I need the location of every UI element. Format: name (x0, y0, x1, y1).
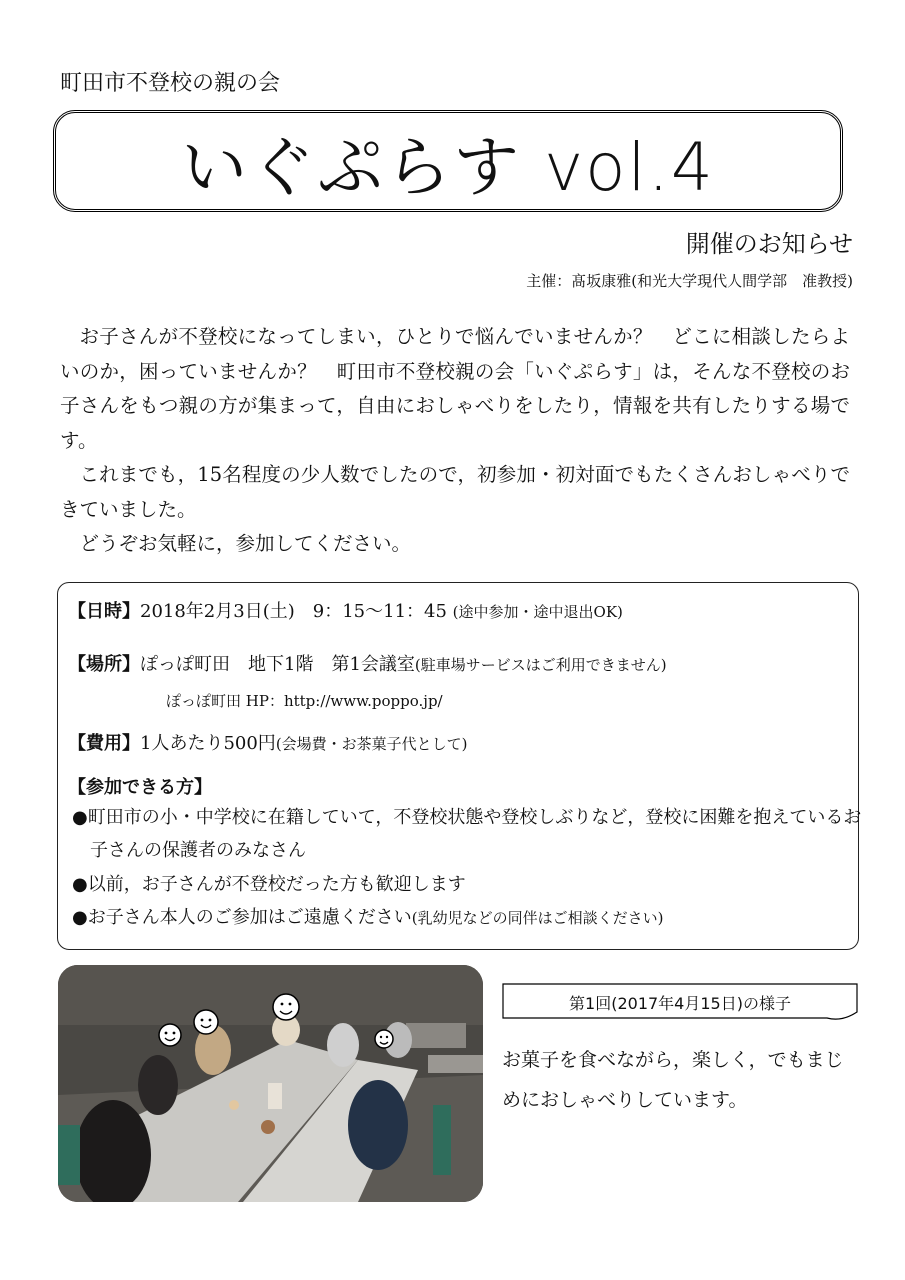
intro-paragraph: これまでも，15名程度の少人数でしたので，初参加・初対面でもたくさんおしゃべりできていました。 (60, 463, 850, 521)
eligible-row (68, 773, 212, 799)
datetime-value: 2018年2月3日(土) 9：15～11：45 (140, 601, 447, 622)
datetime-label: 【日時】 (68, 601, 140, 622)
eligibility-bullet (72, 901, 852, 935)
place-label: 【場所】 (68, 654, 140, 675)
eligibility-bullet: ●以前，お子さんが不登校だった方も歓迎します (72, 874, 466, 895)
place-value: ぽっぽ町田 地下1階 第1会議室 (140, 654, 415, 675)
fee-row (68, 729, 468, 755)
intro-paragraph: お子さんが不登校になってしまい，ひとりで悩んでいませんか？ どこに相談したらよいのか，困っていませんか？ 町田市不登校親の会「いぐぷらす」は，そんな不登校のお子さんをもつ親の方が集まって，自由におしゃべりをしたり，情報を共有したりする場です。 (60, 325, 850, 452)
fee-note: (会場費・お茶菓子代として) (275, 735, 468, 753)
eligibility-bullet: ●町田市の小・中学校に在籍していて，不登校状態や登校しぶりなど，登校に困難を抱えているお子さんの保護者のみなさん (72, 807, 862, 861)
eligible-label: 【参加できる方】 (68, 777, 212, 798)
photo-description: お菓子を食べながら，楽しく，でもまじめにおしゃべりしています。 (502, 1049, 844, 1111)
datetime-note: (途中参加・途中退出OK) (452, 603, 623, 621)
place-homepage: ぽっぽ町田 HP：http://www.poppo.jp/ (166, 692, 443, 710)
intro-paragraph: どうぞお気軽に，参加してください。 (79, 532, 412, 555)
page-title: いぐぷらす vol.4 (181, 128, 715, 206)
host-line: 主催：髙坂康雅(和光大学現代人間学部 准教授) (526, 272, 853, 290)
meeting-photo-illustration (58, 965, 483, 1202)
event-photo (58, 965, 483, 1202)
bullet3-note: (乳幼児などの同伴はご相談ください) (411, 909, 664, 927)
photo-caption (502, 982, 858, 1020)
bullet3-main: ●お子さん本人のご参加はご遠慮ください (72, 907, 412, 928)
place-note: (駐車場サービスはご利用できません) (414, 656, 667, 674)
datetime-row (68, 597, 623, 623)
title-box (53, 110, 843, 212)
organization-name: 町田市不登校の親の会 (60, 71, 281, 96)
subtitle: 開催のお知らせ (685, 230, 853, 258)
fee-value: 1人あたり500円 (140, 733, 276, 754)
caption-text: 第1回(2017年4月15日)の様子 (569, 994, 791, 1013)
fee-label: 【費用】 (68, 733, 140, 754)
place-row (68, 650, 667, 676)
event-info-box (57, 582, 862, 950)
intro-text (60, 320, 850, 562)
